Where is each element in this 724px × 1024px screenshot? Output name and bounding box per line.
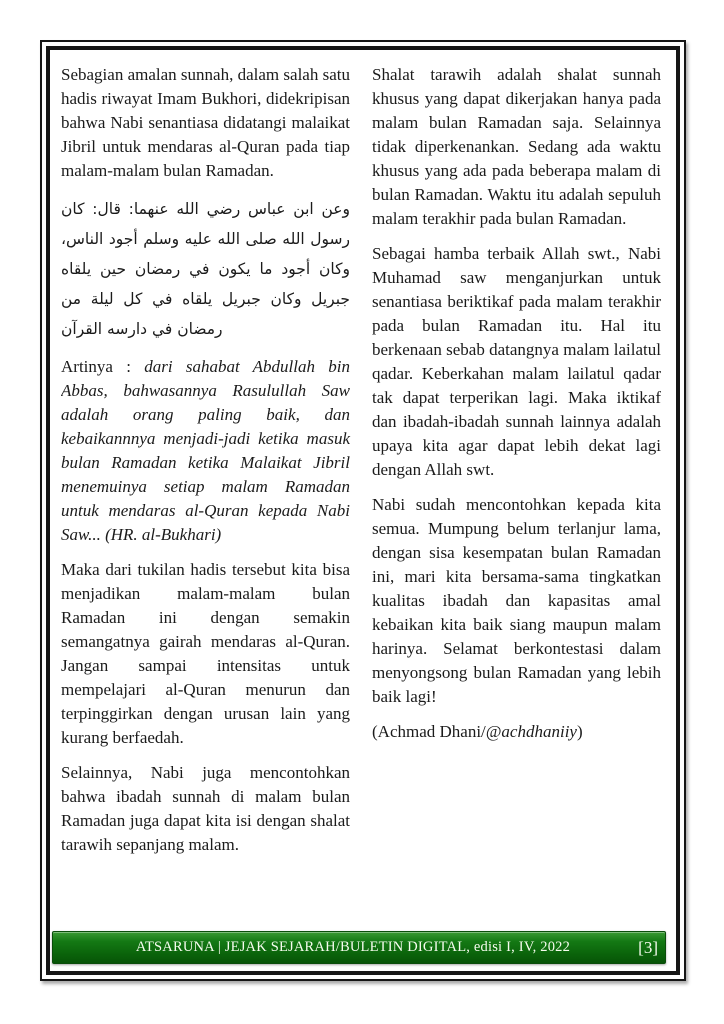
paragraph-nabi-mencontohkan: Nabi sudah mencontohkan kepada kita semua. Mumpung belum terlanjur lama, dengan sisa kesempatan bulan Ramadan ini, mari kita bersama-sama tingkatkan kualitas ibadah dan kapasitas amal kebaikan kita baik siang maupun malam harinya. Selamat berkontestasi dalam menyongsong bulan Ramadan yang lebih baik lagi!: [372, 495, 661, 706]
paragraph-selainnya: Selainnya, Nabi juga mencontohkan bahwa ibadah sunnah di malam bulan Ramadan juga dapat kita isi dengan shalat tarawih sepanjang malam.: [61, 763, 350, 854]
footer-title: ATSARUNA | JEJAK SEJARAH/BULETIN DIGITAL, edisi I, IV, 2022: [135, 939, 571, 955]
paragraph-sebagai-hamba: Sebagai hamba terbaik Allah swt., Nabi Muhamad saw menganjurkan untuk senantiasa beriktikaf pada malam terakhir pada bulan Ramadan itu. Hal itu berkenaan sebab datangnya malam lailatul qadar. Keberkahan malam lailatul qadar tak dapat terperikan lagi. Maka iktikaf dan ibadah-ibadah sunnah lainnya adalah upaya kita agar dapat lebih dekat lagi dengan Allah swt.: [372, 244, 661, 479]
paragraph-shalat-tarawih: Shalat tarawih adalah shalat sunnah khusus yang dapat dikerjakan hanya pada malam bulan Ramadan saja. Selainnya tidak diperkenankan. Sedang ada waktu khusus yang ada pada beberapa malam di bulan Ramadan. Waktu itu adalah sepuluh malam terakhir pada bulan Ramadan.: [372, 65, 661, 228]
page-frame-inner: [46, 46, 680, 975]
two-column-body: [61, 63, 661, 923]
paragraph-translation: [61, 355, 350, 547]
byline: [372, 720, 661, 744]
arabic-hadith-quote: وعن ابن عباس رضي الله عنهما: قال: كان رسول الله صلى الله عليه وسلم أجود الناس، وكان أجود ما يكون في رمضان حين يلقاه جبريل وكان جبريل يلقاه في كل ليلة من رمضان في دارسه القرآن: [61, 200, 350, 338]
left-column: [61, 63, 350, 923]
page-number: [3]: [638, 937, 658, 957]
byline-handle: @achdhaniiy: [485, 722, 577, 741]
translation-label: Artinya :: [61, 357, 145, 376]
paragraph-maka: Maka dari tukilan hadis tersebut kita bisa menjadikan malam-malam bulan Ramadan ini dengan semakin semangatnya gairah mendaras al-Quran. Jangan sampai intensitas untuk mempelajari al-Quran menurun dan terpinggirkan dengan urusan lain yang kurang berfaedah.: [61, 560, 350, 747]
translation-italic-text: dari sahabat Abdullah bin Abbas, bahwasannya Rasulullah Saw adalah orang paling baik, dan kebaikannnya menjadi-jadi ketika masuk bulan Ramadan ketika Malaikat Jibril menemuinya setiap malam Ramadan untuk mendaras al-Quran kepada Nabi Saw... (HR. al-Bukhari): [61, 357, 350, 544]
right-column: [372, 63, 661, 923]
byline-author: (Achmad Dhani/: [372, 722, 486, 741]
footer-bar: [52, 931, 666, 964]
page-frame-outer: [40, 40, 686, 981]
paragraph-intro: Sebagian amalan sunnah, dalam salah satu hadis riwayat Imam Bukhori, didekripisan bahwa Nabi senantiasa didatangi malaikat Jibril untuk mendaras al-Quran pada tiap malam-malam bulan Ramadan.: [61, 65, 350, 180]
byline-close-paren: ): [576, 722, 583, 741]
